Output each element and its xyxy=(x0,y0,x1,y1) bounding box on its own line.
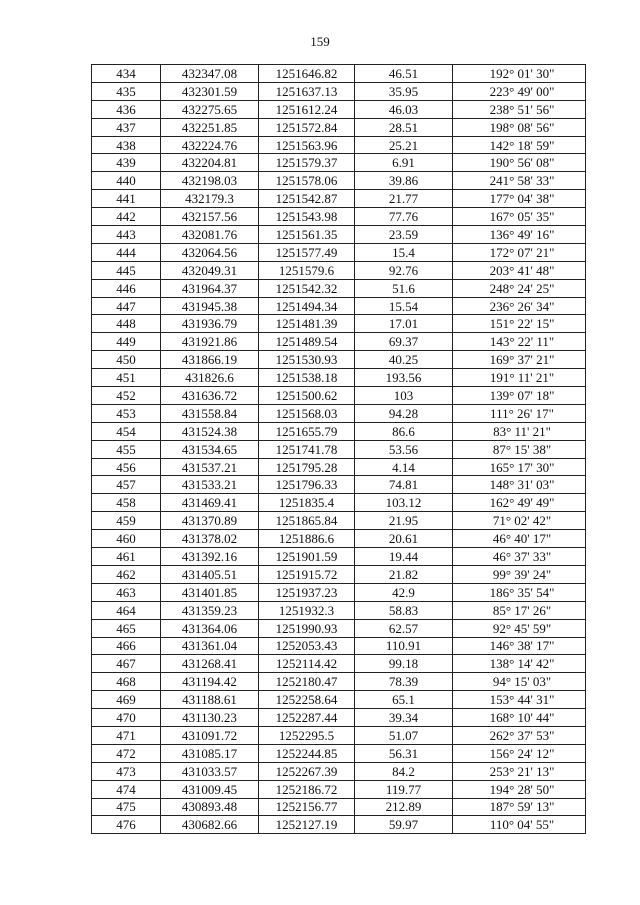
x-coordinate-cell: 431188.61 xyxy=(161,691,259,709)
point-number-cell: 439 xyxy=(92,154,161,172)
table-row xyxy=(92,387,586,405)
point-number-cell: 476 xyxy=(92,816,161,834)
bearing-cell: 92° 45' 59" xyxy=(453,619,586,637)
bearing-cell: 187° 59' 13" xyxy=(453,798,586,816)
bearing-cell: 253° 21' 13" xyxy=(453,762,586,780)
distance-cell: 21.77 xyxy=(355,190,453,208)
distance-cell: 25.21 xyxy=(355,136,453,154)
table-row xyxy=(92,494,586,512)
bearing-cell: 142° 18' 59" xyxy=(453,136,586,154)
table-row xyxy=(92,315,586,333)
distance-cell: 21.95 xyxy=(355,512,453,530)
bearing-cell: 94° 15' 03" xyxy=(453,673,586,691)
y-coordinate-cell: 1251886.6 xyxy=(259,530,355,548)
table-row xyxy=(92,333,586,351)
table-row xyxy=(92,565,586,583)
table-row xyxy=(92,583,586,601)
y-coordinate-cell: 1251494.34 xyxy=(259,297,355,315)
table-row xyxy=(92,637,586,655)
bearing-cell: 198° 08' 56" xyxy=(453,118,586,136)
x-coordinate-cell: 432347.08 xyxy=(161,65,259,83)
y-coordinate-cell: 1252114.42 xyxy=(259,655,355,673)
point-number-cell: 464 xyxy=(92,601,161,619)
table-row xyxy=(92,226,586,244)
y-coordinate-cell: 1252244.85 xyxy=(259,744,355,762)
y-coordinate-cell: 1251572.84 xyxy=(259,118,355,136)
x-coordinate-cell: 431378.02 xyxy=(161,530,259,548)
table-row xyxy=(92,744,586,762)
table-row xyxy=(92,691,586,709)
point-number-cell: 452 xyxy=(92,387,161,405)
distance-cell: 42.9 xyxy=(355,583,453,601)
point-number-cell: 475 xyxy=(92,798,161,816)
bearing-cell: 46° 37' 33" xyxy=(453,548,586,566)
distance-cell: 99.18 xyxy=(355,655,453,673)
distance-cell: 58.83 xyxy=(355,601,453,619)
y-coordinate-cell: 1251542.32 xyxy=(259,279,355,297)
bearing-cell: 99° 39' 24" xyxy=(453,565,586,583)
bearing-cell: 223° 49' 00" xyxy=(453,82,586,100)
distance-cell: 20.61 xyxy=(355,530,453,548)
y-coordinate-cell: 1252127.19 xyxy=(259,816,355,834)
table-row xyxy=(92,351,586,369)
point-number-cell: 456 xyxy=(92,458,161,476)
distance-cell: 86.6 xyxy=(355,422,453,440)
y-coordinate-cell: 1251655.79 xyxy=(259,422,355,440)
x-coordinate-cell: 431085.17 xyxy=(161,744,259,762)
x-coordinate-cell: 431091.72 xyxy=(161,726,259,744)
distance-cell: 35.95 xyxy=(355,82,453,100)
distance-cell: 65.1 xyxy=(355,691,453,709)
x-coordinate-cell: 430682.66 xyxy=(161,816,259,834)
distance-cell: 56.31 xyxy=(355,744,453,762)
table-row xyxy=(92,261,586,279)
table-row xyxy=(92,816,586,834)
bearing-cell: 87° 15' 38" xyxy=(453,440,586,458)
point-number-cell: 438 xyxy=(92,136,161,154)
y-coordinate-cell: 1251612.24 xyxy=(259,100,355,118)
point-number-cell: 462 xyxy=(92,565,161,583)
distance-cell: 53.56 xyxy=(355,440,453,458)
distance-cell: 46.03 xyxy=(355,100,453,118)
table-row xyxy=(92,762,586,780)
bearing-cell: 111° 26' 17" xyxy=(453,404,586,422)
x-coordinate-cell: 431469.41 xyxy=(161,494,259,512)
bearing-cell: 153° 44' 31" xyxy=(453,691,586,709)
bearing-cell: 146° 38' 17" xyxy=(453,637,586,655)
table-row xyxy=(92,154,586,172)
distance-cell: 39.86 xyxy=(355,172,453,190)
table-row xyxy=(92,780,586,798)
bearing-cell: 156° 24' 12" xyxy=(453,744,586,762)
point-number-cell: 468 xyxy=(92,673,161,691)
bearing-cell: 85° 17' 26" xyxy=(453,601,586,619)
x-coordinate-cell: 432179.3 xyxy=(161,190,259,208)
table-row xyxy=(92,440,586,458)
point-number-cell: 447 xyxy=(92,297,161,315)
x-coordinate-cell: 432064.56 xyxy=(161,243,259,261)
distance-cell: 78.39 xyxy=(355,673,453,691)
y-coordinate-cell: 1251932.3 xyxy=(259,601,355,619)
x-coordinate-cell: 432049.31 xyxy=(161,261,259,279)
distance-cell: 69.37 xyxy=(355,333,453,351)
table-row xyxy=(92,709,586,727)
point-number-cell: 454 xyxy=(92,422,161,440)
distance-cell: 23.59 xyxy=(355,226,453,244)
point-number-cell: 434 xyxy=(92,65,161,83)
y-coordinate-cell: 1251561.35 xyxy=(259,226,355,244)
x-coordinate-cell: 431558.84 xyxy=(161,404,259,422)
x-coordinate-cell: 431866.19 xyxy=(161,351,259,369)
point-number-cell: 446 xyxy=(92,279,161,297)
table-row xyxy=(92,530,586,548)
y-coordinate-cell: 1251578.06 xyxy=(259,172,355,190)
x-coordinate-cell: 432081.76 xyxy=(161,226,259,244)
point-number-cell: 469 xyxy=(92,691,161,709)
point-number-cell: 472 xyxy=(92,744,161,762)
x-coordinate-cell: 431826.6 xyxy=(161,369,259,387)
y-coordinate-cell: 1252186.72 xyxy=(259,780,355,798)
x-coordinate-cell: 432157.56 xyxy=(161,208,259,226)
point-number-cell: 465 xyxy=(92,619,161,637)
point-number-cell: 474 xyxy=(92,780,161,798)
y-coordinate-cell: 1252053.43 xyxy=(259,637,355,655)
table-row xyxy=(92,404,586,422)
table-row xyxy=(92,476,586,494)
table-body xyxy=(92,65,586,834)
table-row xyxy=(92,136,586,154)
x-coordinate-cell: 431359.23 xyxy=(161,601,259,619)
point-number-cell: 457 xyxy=(92,476,161,494)
point-number-cell: 471 xyxy=(92,726,161,744)
y-coordinate-cell: 1251796.33 xyxy=(259,476,355,494)
bearing-cell: 177° 04' 38" xyxy=(453,190,586,208)
y-coordinate-cell: 1251500.62 xyxy=(259,387,355,405)
distance-cell: 46.51 xyxy=(355,65,453,83)
table-row xyxy=(92,619,586,637)
x-coordinate-cell: 432251.85 xyxy=(161,118,259,136)
x-coordinate-cell: 431636.72 xyxy=(161,387,259,405)
distance-cell: 84.2 xyxy=(355,762,453,780)
bearing-cell: 172° 07' 21" xyxy=(453,243,586,261)
point-number-cell: 444 xyxy=(92,243,161,261)
point-number-cell: 451 xyxy=(92,369,161,387)
x-coordinate-cell: 431964.37 xyxy=(161,279,259,297)
distance-cell: 15.54 xyxy=(355,297,453,315)
point-number-cell: 459 xyxy=(92,512,161,530)
x-coordinate-cell: 431370.89 xyxy=(161,512,259,530)
point-number-cell: 458 xyxy=(92,494,161,512)
distance-cell: 110.91 xyxy=(355,637,453,655)
point-number-cell: 461 xyxy=(92,548,161,566)
y-coordinate-cell: 1251538.18 xyxy=(259,369,355,387)
distance-cell: 94.28 xyxy=(355,404,453,422)
bearing-cell: 169° 37' 21" xyxy=(453,351,586,369)
table-row xyxy=(92,512,586,530)
table-row xyxy=(92,279,586,297)
x-coordinate-cell: 431401.85 xyxy=(161,583,259,601)
point-number-cell: 463 xyxy=(92,583,161,601)
y-coordinate-cell: 1252287.44 xyxy=(259,709,355,727)
y-coordinate-cell: 1251741.78 xyxy=(259,440,355,458)
point-number-cell: 436 xyxy=(92,100,161,118)
distance-cell: 77.76 xyxy=(355,208,453,226)
bearing-cell: 168° 10' 44" xyxy=(453,709,586,727)
y-coordinate-cell: 1252295.5 xyxy=(259,726,355,744)
table-row xyxy=(92,601,586,619)
x-coordinate-cell: 431405.51 xyxy=(161,565,259,583)
distance-cell: 59.97 xyxy=(355,816,453,834)
bearing-cell: 162° 49' 49" xyxy=(453,494,586,512)
point-number-cell: 473 xyxy=(92,762,161,780)
bearing-cell: 138° 14' 42" xyxy=(453,655,586,673)
y-coordinate-cell: 1251835.4 xyxy=(259,494,355,512)
bearing-cell: 46° 40' 17" xyxy=(453,530,586,548)
distance-cell: 28.51 xyxy=(355,118,453,136)
distance-cell: 51.6 xyxy=(355,279,453,297)
bearing-cell: 203° 41' 48" xyxy=(453,261,586,279)
table-row xyxy=(92,118,586,136)
x-coordinate-cell: 432275.65 xyxy=(161,100,259,118)
table-row xyxy=(92,82,586,100)
table-row xyxy=(92,548,586,566)
distance-cell: 103.12 xyxy=(355,494,453,512)
distance-cell: 74.81 xyxy=(355,476,453,494)
point-number-cell: 470 xyxy=(92,709,161,727)
bearing-cell: 165° 17' 30" xyxy=(453,458,586,476)
bearing-cell: 262° 37' 53" xyxy=(453,726,586,744)
bearing-cell: 241° 58' 33" xyxy=(453,172,586,190)
distance-cell: 39.34 xyxy=(355,709,453,727)
x-coordinate-cell: 431921.86 xyxy=(161,333,259,351)
y-coordinate-cell: 1251489.54 xyxy=(259,333,355,351)
bearing-cell: 148° 31' 03" xyxy=(453,476,586,494)
table-row xyxy=(92,655,586,673)
table-row xyxy=(92,458,586,476)
y-coordinate-cell: 1251646.82 xyxy=(259,65,355,83)
point-number-cell: 455 xyxy=(92,440,161,458)
bearing-cell: 143° 22' 11" xyxy=(453,333,586,351)
x-coordinate-cell: 431361.04 xyxy=(161,637,259,655)
point-number-cell: 448 xyxy=(92,315,161,333)
point-number-cell: 460 xyxy=(92,530,161,548)
bearing-cell: 191° 11' 21" xyxy=(453,369,586,387)
point-number-cell: 442 xyxy=(92,208,161,226)
distance-cell: 40.25 xyxy=(355,351,453,369)
x-coordinate-cell: 431533.21 xyxy=(161,476,259,494)
distance-cell: 119.77 xyxy=(355,780,453,798)
point-number-cell: 450 xyxy=(92,351,161,369)
y-coordinate-cell: 1251530.93 xyxy=(259,351,355,369)
x-coordinate-cell: 431364.06 xyxy=(161,619,259,637)
bearing-cell: 136° 49' 16" xyxy=(453,226,586,244)
y-coordinate-cell: 1251577.49 xyxy=(259,243,355,261)
y-coordinate-cell: 1251579.37 xyxy=(259,154,355,172)
table-row xyxy=(92,65,586,83)
y-coordinate-cell: 1251563.96 xyxy=(259,136,355,154)
y-coordinate-cell: 1251915.72 xyxy=(259,565,355,583)
distance-cell: 103 xyxy=(355,387,453,405)
y-coordinate-cell: 1252156.77 xyxy=(259,798,355,816)
bearing-cell: 248° 24' 25" xyxy=(453,279,586,297)
point-number-cell: 440 xyxy=(92,172,161,190)
point-number-cell: 441 xyxy=(92,190,161,208)
bearing-cell: 151° 22' 15" xyxy=(453,315,586,333)
distance-cell: 17.01 xyxy=(355,315,453,333)
page-number: 159 xyxy=(310,34,330,49)
bearing-cell: 236° 26' 34" xyxy=(453,297,586,315)
table-row xyxy=(92,243,586,261)
table-row xyxy=(92,798,586,816)
x-coordinate-cell: 432204.81 xyxy=(161,154,259,172)
x-coordinate-cell: 431537.21 xyxy=(161,458,259,476)
x-coordinate-cell: 431268.41 xyxy=(161,655,259,673)
bearing-cell: 238° 51' 56" xyxy=(453,100,586,118)
y-coordinate-cell: 1252180.47 xyxy=(259,673,355,691)
bearing-cell: 71° 02' 42" xyxy=(453,512,586,530)
point-number-cell: 449 xyxy=(92,333,161,351)
x-coordinate-cell: 431130.23 xyxy=(161,709,259,727)
y-coordinate-cell: 1251795.28 xyxy=(259,458,355,476)
x-coordinate-cell: 431534.65 xyxy=(161,440,259,458)
distance-cell: 19.44 xyxy=(355,548,453,566)
x-coordinate-cell: 432301.59 xyxy=(161,82,259,100)
point-number-cell: 467 xyxy=(92,655,161,673)
point-number-cell: 445 xyxy=(92,261,161,279)
y-coordinate-cell: 1252267.39 xyxy=(259,762,355,780)
bearing-cell: 167° 05' 35" xyxy=(453,208,586,226)
point-number-cell: 437 xyxy=(92,118,161,136)
bearing-cell: 186° 35' 54" xyxy=(453,583,586,601)
y-coordinate-cell: 1251542.87 xyxy=(259,190,355,208)
bearing-cell: 110° 04' 55" xyxy=(453,816,586,834)
x-coordinate-cell: 431392.16 xyxy=(161,548,259,566)
table-row xyxy=(92,297,586,315)
y-coordinate-cell: 1251937.23 xyxy=(259,583,355,601)
table-row xyxy=(92,172,586,190)
y-coordinate-cell: 1251568.03 xyxy=(259,404,355,422)
distance-cell: 4.14 xyxy=(355,458,453,476)
x-coordinate-cell: 431524.38 xyxy=(161,422,259,440)
bearing-cell: 192° 01' 30" xyxy=(453,65,586,83)
distance-cell: 15.4 xyxy=(355,243,453,261)
distance-cell: 92.76 xyxy=(355,261,453,279)
y-coordinate-cell: 1251543.98 xyxy=(259,208,355,226)
table-row xyxy=(92,100,586,118)
x-coordinate-cell: 430893.48 xyxy=(161,798,259,816)
y-coordinate-cell: 1251901.59 xyxy=(259,548,355,566)
y-coordinate-cell: 1251637.13 xyxy=(259,82,355,100)
distance-cell: 6.91 xyxy=(355,154,453,172)
x-coordinate-cell: 431936.79 xyxy=(161,315,259,333)
distance-cell: 212.89 xyxy=(355,798,453,816)
table-row xyxy=(92,208,586,226)
bearing-cell: 139° 07' 18" xyxy=(453,387,586,405)
x-coordinate-cell: 431194.42 xyxy=(161,673,259,691)
table-row xyxy=(92,422,586,440)
table-row xyxy=(92,190,586,208)
point-number-cell: 443 xyxy=(92,226,161,244)
y-coordinate-cell: 1252258.64 xyxy=(259,691,355,709)
bearing-cell: 83° 11' 21" xyxy=(453,422,586,440)
distance-cell: 51.07 xyxy=(355,726,453,744)
table-row xyxy=(92,673,586,691)
y-coordinate-cell: 1251579.6 xyxy=(259,261,355,279)
table-row xyxy=(92,726,586,744)
y-coordinate-cell: 1251865.84 xyxy=(259,512,355,530)
distance-cell: 193.56 xyxy=(355,369,453,387)
point-number-cell: 466 xyxy=(92,637,161,655)
distance-cell: 21.82 xyxy=(355,565,453,583)
distance-cell: 62.57 xyxy=(355,619,453,637)
x-coordinate-cell: 432224.76 xyxy=(161,136,259,154)
x-coordinate-cell: 431009.45 xyxy=(161,780,259,798)
point-number-cell: 453 xyxy=(92,404,161,422)
point-number-cell: 435 xyxy=(92,82,161,100)
y-coordinate-cell: 1251481.39 xyxy=(259,315,355,333)
x-coordinate-cell: 431033.57 xyxy=(161,762,259,780)
table-row xyxy=(92,369,586,387)
bearing-cell: 194° 28' 50" xyxy=(453,780,586,798)
y-coordinate-cell: 1251990.93 xyxy=(259,619,355,637)
x-coordinate-cell: 432198.03 xyxy=(161,172,259,190)
x-coordinate-cell: 431945.38 xyxy=(161,297,259,315)
coordinates-table xyxy=(91,64,586,834)
bearing-cell: 190° 56' 08" xyxy=(453,154,586,172)
